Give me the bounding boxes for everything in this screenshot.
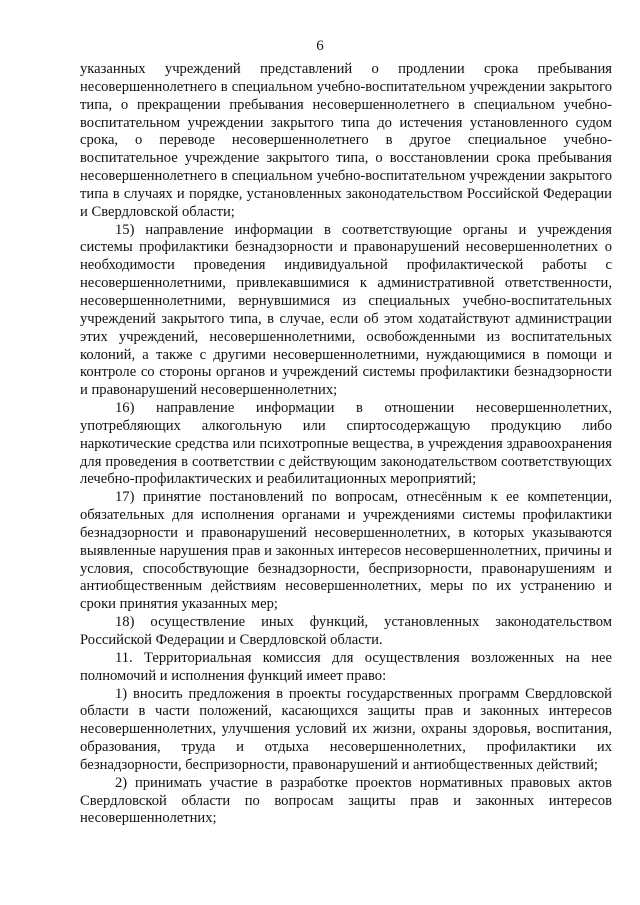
paragraph-14-continuation: указанных учреждений представлений о продлении срока пребывания несовершеннолетнего в специальном учебно-воспитательном учреждении закрытого типа, о прекращении пребывания несовершеннолетнего в специальном учебно-воспитательном учреждении закрытого типа до истечения установленного судом срока, о переводе несовершеннолетнего в другое специальное учебно-воспитательное учреждение закрытого типа, о восстановлении срока пребывания несовершеннолетнего в специальном учебно-воспитательном учреждении закрытого типа в случаях и порядке, установленных законодательством Российской Федерации и Свердловской области; [80,61,612,220]
page-number: 6 [316,38,324,54]
section-11-item-1: 1) вносить предложения в проекты государственных программ Свердловской области в части положений, касающихся защиты прав и законных интересов несовершеннолетних, улучшения условий их жизни, охраны здоровья, воспитания, образования, труда и отдыха несовершеннолетних, профилактики их безнадзорности, беспризорности, правонарушений и антиобщественных действий; [80,685,612,773]
document-body [80,61,612,828]
section-11-item-2: 2) принимать участие в разработке проектов нормативных правовых актов Свердловской области по вопросам защиты прав и законных интересов несовершеннолетних; [80,774,612,827]
paragraph-15: 15) направление информации в соответствующие органы и учреждения системы профилактики безнадзорности и правонарушений несовершеннолетних о необходимости проведения индивидуальной профилактической работы с несовершеннолетними, привлекавшимися к административной ответственности, несовершеннолетними, вернувшимися из специальных учебно-воспитательных учреждений закрытого типа, в случае, если об этом ходатайствуют администрации этих учреждений, несовершеннолетними, освобожденными из воспитательных колоний, а также с другими несовершеннолетними, нуждающимися в помощи и контроле со стороны органов и учреждений системы профилактики безнадзорности и правонарушений несовершеннолетних; [80,221,612,399]
paragraph-16: 16) направление информации в отношении несовершеннолетних, употребляющих алкогольную или спиртосодержащую продукцию либо наркотические средства или психотропные вещества, в учреждения здравоохранения для проведения в соответствии с действующим законодательством соответствующих лечебно-профилактических и реабилитационных мероприятий; [80,400,612,488]
paragraph-17: 17) принятие постановлений по вопросам, отнесённым к ее компетенции, обязательных для исполнения органами и учреждениями системы профилактики безнадзорности и правонарушений несовершеннолетних, в которых указываются выявленные нарушения прав и законных интересов несовершеннолетних, причины и условия, способствующие безнадзорности, беспризорности, правонарушениям и антиобщественным действиям несовершеннолетних, меры по их устранению и сроки принятия указанных мер; [80,489,612,613]
paragraph-18: 18) осуществление иных функций, установленных законодательством Российской Федерации и Свердловской области. [80,614,612,648]
section-11-intro: 11. Территориальная комиссия для осуществления возложенных на нее полномочий и исполнения функций имеет право: [80,649,612,684]
